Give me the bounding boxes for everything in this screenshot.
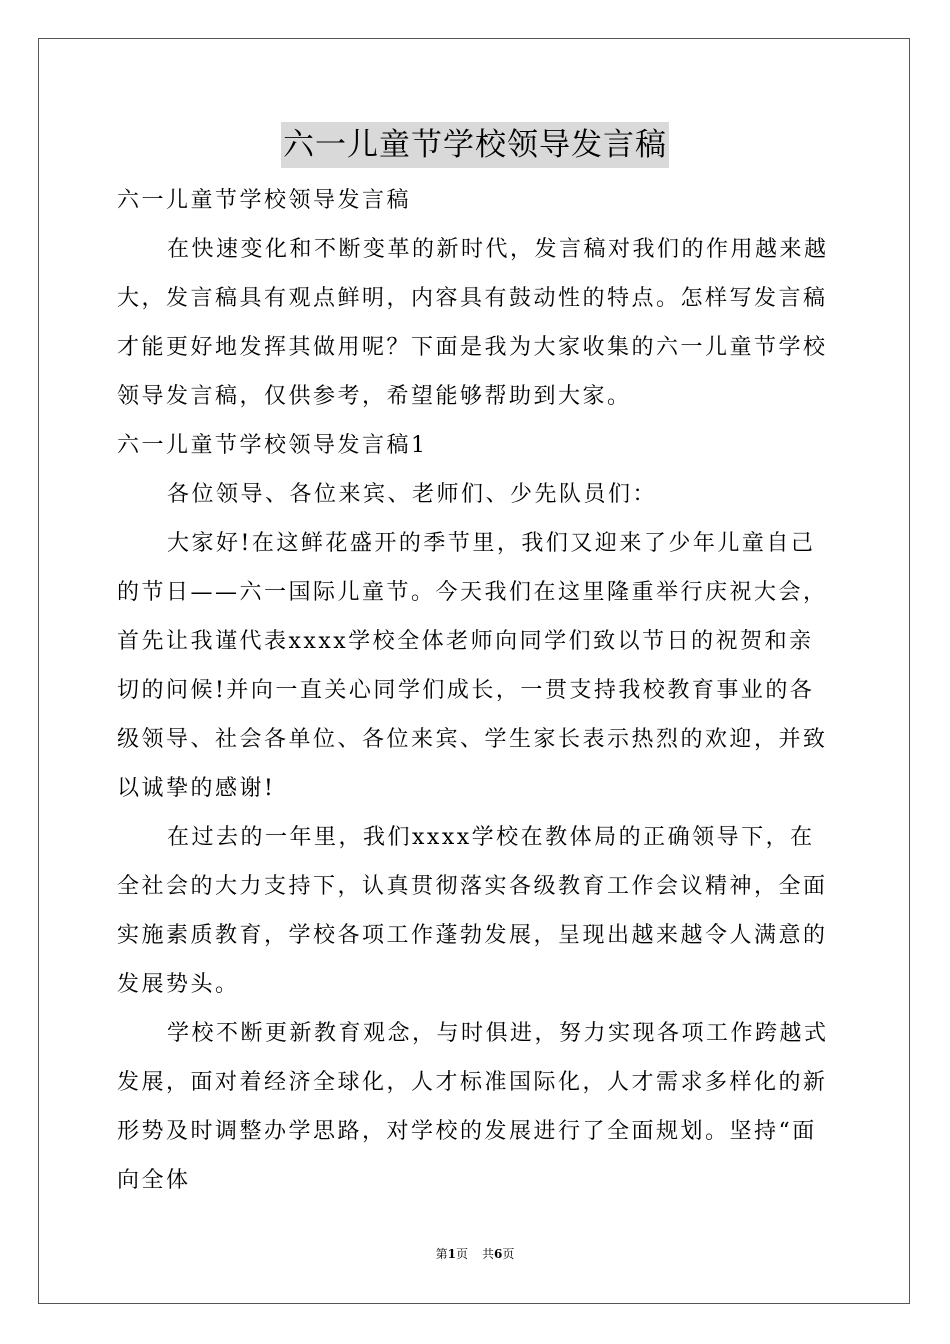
paragraph-subtitle: 六一儿童节学校领导发言稿 bbox=[117, 188, 412, 213]
page-footer bbox=[0, 1246, 950, 1262]
paragraph-past-year: 在过去的一年里，我们xxxx学校在教体局的正确领导下，在全社会的大力支持下，认真贯彻落实各级教育工作会议精神，全面实施素质教育，学校各项工作蓬勃发展，呈现出越来越令人满意的发展势头。 bbox=[117, 825, 828, 997]
paragraph-section-heading: 六一儿童节学校领导发言稿1 bbox=[117, 433, 428, 458]
paragraph-development: 学校不断更新教育观念，与时俱进，努力实现各项工作跨越式发展，面对着经济全球化，人才标准国际化，人才需求多样化的新形势及时调整办学思路，对学校的发展进行了全面规划。坚持“面向全体 bbox=[117, 1021, 829, 1193]
title-wrap bbox=[0, 122, 950, 168]
paragraph-greeting: 大家好!在这鲜花盛开的季节里，我们又迎来了少年儿童自己的节日——六一国际儿童节。今天我们在这里隆重举行庆祝大会，首先让我谨代表xxxx学校全体老师向同学们致以节日的祝贺和亲切的问候!并向一直关心同学们成长，一贯支持我校教育事业的各级领导、社会各单位、各位来宾、学生家长表示热烈的欢迎，并致以诚挚的感谢! bbox=[117, 531, 828, 801]
total-prefix: 共 bbox=[482, 1247, 495, 1261]
page-suffix: 页 bbox=[455, 1247, 468, 1261]
paragraph-intro: 在快速变化和不断变革的新时代，发言稿对我们的作用越来越大，发言稿具有观点鲜明，内容具有鼓动性的特点。怎样写发言稿才能更好地发挥其做用呢？下面是我为大家收集的六一儿童节学校领导发言稿，仅供参考，希望能够帮助到大家。 bbox=[117, 237, 829, 409]
page-number: 1 bbox=[447, 1247, 456, 1261]
paragraph-salutation: 各位领导、各位来宾、老师们、少先队员们： bbox=[167, 482, 658, 507]
document-title: 六一儿童节学校领导发言稿 bbox=[281, 122, 669, 168]
page-prefix: 第 bbox=[435, 1247, 448, 1261]
total-suffix: 页 bbox=[502, 1247, 515, 1261]
document-body bbox=[117, 176, 835, 1205]
total-pages: 6 bbox=[494, 1247, 503, 1261]
